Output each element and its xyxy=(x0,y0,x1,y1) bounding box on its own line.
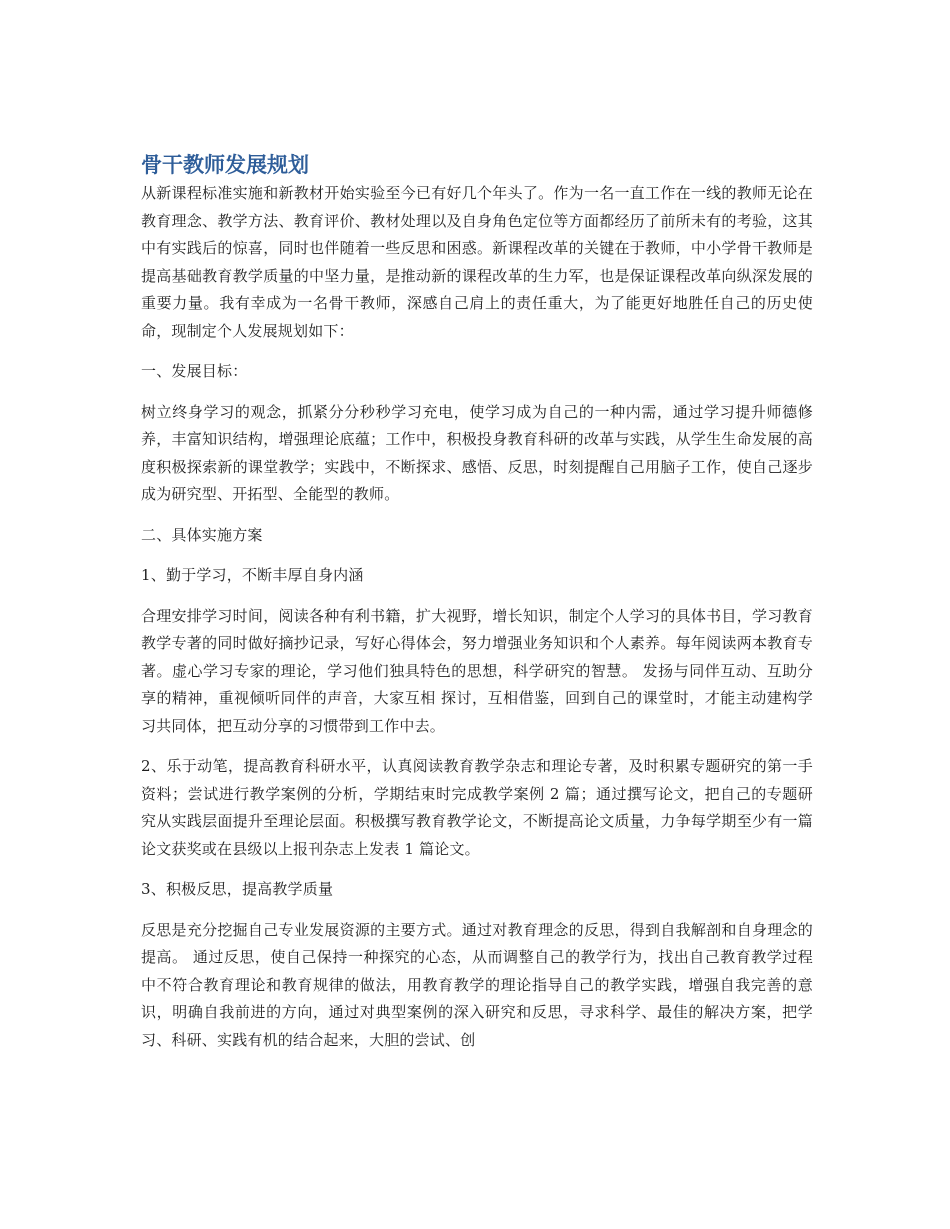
document-title: 骨干教师发展规划 xyxy=(141,153,309,177)
study-paragraph: 合理安排学习时间，阅读各种有利书籍，扩大视野，增长知识，制定个人学习的具体书目，学习教育教学专著的同时做好摘抄记录，写好心得体会，努力增强业务知识和个人素养。每年阅读两本教育专著。虚心学习专家的理论，学习他们独具特色的思想，科学研究的智慧。 发扬与同伴互动、互助分享的精神，重视倾听同伴的声音，大家互相 探讨，互相借鉴，回到自己的课堂时，才能主动建构学习共同体，把互动分享的习惯带到工作中去。 xyxy=(141,606,813,735)
section-heading-plan: 二、具体实施方案 xyxy=(141,525,263,544)
subheading-reflection: 3、积极反思，提高教学质量 xyxy=(141,880,334,898)
reflection-paragraph: 反思是充分挖掘自己专业发展资源的主要方式。通过对教育理念的反思，得到自我解剖和自身理念的提高。 通过反思，使自己保持一种探究的心态，从而调整自己的教学行为，找出自己教育教学过程中不符合教育理论和教育规律的做法，用教育教学的理论指导自己的教学实践，增强自我完善的意识，明确自我前进的方向，通过对典型案例的深入研究和反思，寻求科学、最佳的解决方案，把学习、科研、实践有机的结合起来，大胆的尝试、创 xyxy=(141,920,813,1049)
section-heading-goals: 一、发展目标： xyxy=(141,362,248,380)
goals-paragraph: 树立终身学习的观念，抓紧分分秒秒学习充电，使学习成为自己的一种内需，通过学习提升师德修养，丰富知识结构，增强理论底蕴；工作中，积极投身教育科研的改革与实践，从学生生命发展的高度积极探索新的课堂教学；实践中，不断探求、感悟、反思，时刻提醒自己用脑子工作，使自己逐步成为研究型、开拓型、全能型的教师。 xyxy=(141,402,813,503)
subheading-study: 1、勤于学习，不断丰厚自身内涵 xyxy=(141,566,364,584)
document-page xyxy=(141,150,813,1054)
intro-paragraph: 从新课程标准实施和新教材开始实验至今已有好几个年头了。作为一名一直工作在一线的教师无论在教育理念、教学方法、教育评价、教材处理以及自身角色定位等方面都经历了前所未有的考验，这其中有实践后的惊喜，同时也伴随着一些反思和困惑。新课程改革的关键在于教师，中小学骨干教师是提高基础教育教学质量的中坚力量，是推动新的课程改革的生力军，也是保证课程改革向纵深发展的重要力量。我有幸成为一名骨干教师，深感自己肩上的责任重大，为了能更好地胜任自己的历史使命，现制定个人发展规划如下： xyxy=(141,184,813,340)
writing-paragraph: 2、乐于动笔，提高教育科研水平，认真阅读教育教学杂志和理论专著，及时积累专题研究的第一手资料；尝试进行教学案例的分析，学期结束时完成教学案例 2 篇；通过撰写论文，把自己的专题研究从实践层面提升至理论层面。积极撰写教育教学论文，不断提高论文质量，力争每学期至少有一篇论文获奖或在县级以上报刊杂志上发表 1 篇论文。 xyxy=(141,757,813,858)
